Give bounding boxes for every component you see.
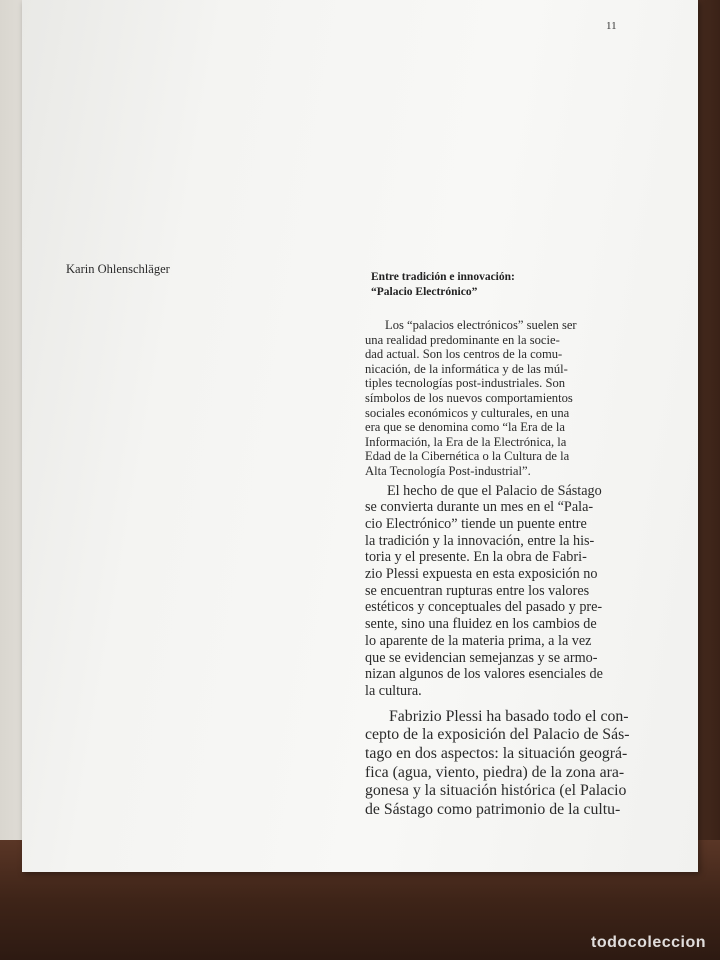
paragraph-1 (365, 318, 665, 479)
text-line: tago en dos aspectos: la situación geográ- (365, 745, 628, 763)
text-line: la tradición y la innovación, entre la his- (365, 532, 595, 549)
text-line: se encuentran rupturas entre los valores (365, 582, 590, 599)
text-line: la cultura. (365, 682, 422, 699)
text-line: Los “palacios electrónicos” suelen ser (385, 318, 577, 332)
document-page (22, 0, 698, 872)
text-line: era que se denomina como “la Era de la (365, 420, 566, 435)
paragraph-2 (365, 483, 665, 700)
title-line: “Palacio Electrónico” (371, 286, 478, 298)
text-line: cepto de la exposición del Palacio de Sás- (365, 726, 630, 744)
body-text (365, 318, 665, 820)
text-line: nicación, de la informática y de las múl- (365, 361, 568, 376)
text-line: toria y el presente. En la obra de Fabri- (365, 549, 587, 566)
text-line: que se evidencian semejanzas y se armo- (365, 649, 598, 666)
text-line: dad actual. Son los centros de la comu- (365, 347, 563, 362)
text-line: Edad de la Cibernética o la Cultura de la (365, 449, 570, 464)
text-line: sente, sino una fluidez en los cambios de (365, 616, 597, 633)
text-line: se convierta durante un mes en el “Pala- (365, 499, 594, 516)
text-line: símbolos de los nuevos comportamientos (365, 390, 573, 405)
text-line: Información, la Era de la Electrónica, la (365, 434, 567, 449)
text-line: lo aparente de la materia prima, a la vez (365, 632, 592, 649)
text-line: de Sástago como patrimonio de la cultu- (365, 801, 621, 819)
author-name: Karin Ohlenschläger (66, 262, 170, 276)
article-title (371, 270, 515, 300)
text-line: El hecho de que el Palacio de Sástago (387, 482, 602, 499)
text-line: estéticos y conceptuales del pasado y pre- (365, 599, 603, 616)
title-line: Entre tradición e innovación: (371, 271, 515, 283)
text-line: Fabrizio Plessi ha basado todo el con- (389, 707, 629, 725)
watermark: todocoleccion (591, 934, 706, 951)
text-line: zio Plessi expuesta en esta exposición no (365, 566, 598, 583)
text-line: Alta Tecnología Post-industrial”. (365, 463, 531, 478)
paragraph-3 (365, 708, 665, 820)
text-line: fica (agua, viento, piedra) de la zona ara- (365, 763, 625, 781)
text-line: cio Electrónico” tiende un puente entre (365, 515, 587, 532)
text-line: nizan algunos de los valores esenciales de (365, 666, 603, 683)
text-line: gonesa y la situación histórica (el Palacio (365, 782, 627, 800)
text-line: tiples tecnologías post-industriales. Son (365, 376, 566, 391)
text-line: una realidad predominante en la socie- (365, 332, 560, 347)
text-line: sociales económicos y culturales, en una (365, 405, 570, 420)
page-number: 11 (606, 20, 617, 32)
